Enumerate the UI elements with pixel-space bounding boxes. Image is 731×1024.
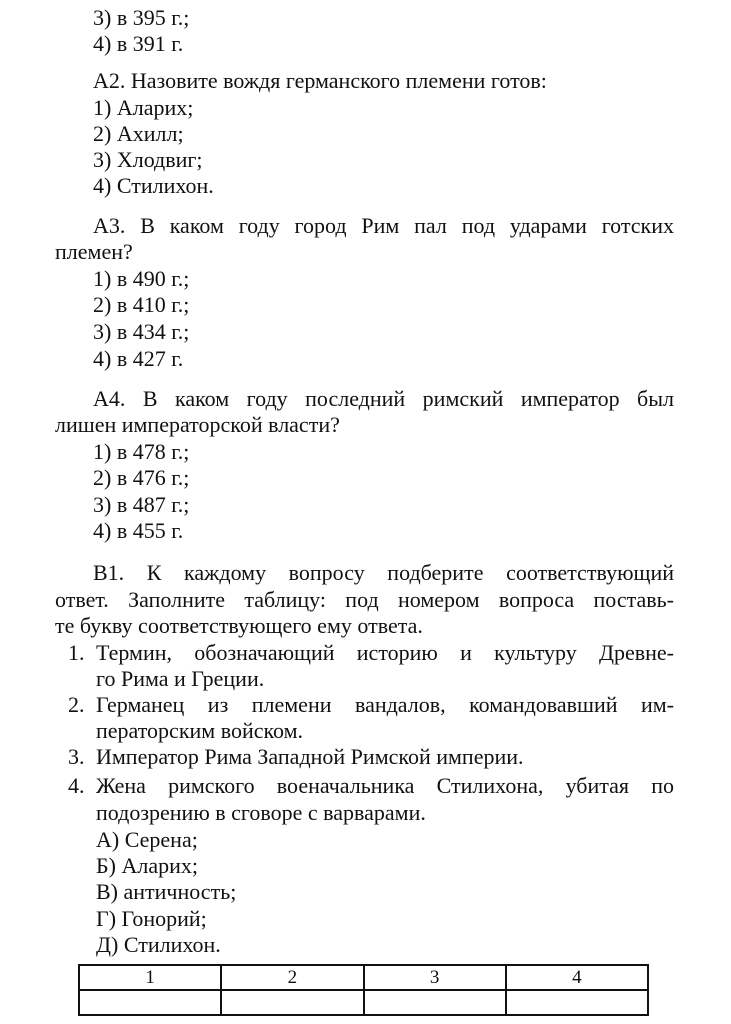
answer-table-header-row xyxy=(79,965,648,990)
answer-table-header-3: 3 xyxy=(364,965,506,990)
q3-option-2: 2) в 410 г.; xyxy=(93,292,190,317)
q4-question-line2: лишен императорской власти? xyxy=(55,412,340,437)
b1-answer-d: Д) Стилихон. xyxy=(96,932,221,957)
answer-cell-3[interactable] xyxy=(364,990,506,1015)
b1-answer-g: Г) Гонорий; xyxy=(96,906,207,931)
b1-item-2-line2: ператорским войском. xyxy=(96,718,304,743)
q3-option-1: 1) в 490 г.; xyxy=(93,266,190,291)
q4-question-line1: А4. В каком году последний римский император был xyxy=(93,386,674,411)
b1-item-1-line1: Термин, обозначающий историю и культуру Древне- xyxy=(96,640,674,665)
q1-option-3: 3) в 395 г.; xyxy=(93,5,190,30)
q2-question: А2. Назовите вождя германского племени готов: xyxy=(93,68,547,93)
q1-option-4: 4) в 391 г. xyxy=(93,31,184,56)
answer-table-header-2: 2 xyxy=(221,965,363,990)
b1-item-3-number: 3. xyxy=(68,744,85,769)
q4-option-2: 2) в 476 г.; xyxy=(93,465,190,490)
q2-option-2: 2) Ахилл; xyxy=(93,121,184,146)
q4-option-1: 1) в 478 г.; xyxy=(93,439,190,464)
q4-option-3: 3) в 487 г.; xyxy=(93,492,190,517)
q3-question-line1: А3. В каком году город Рим пал под ударами готских xyxy=(93,213,674,238)
q2-option-1: 1) Аларих; xyxy=(93,95,194,120)
answer-cell-1[interactable] xyxy=(79,990,221,1015)
b1-item-1-number: 1. xyxy=(68,640,85,665)
answer-table-header-1: 1 xyxy=(79,965,221,990)
q3-option-4: 4) в 427 г. xyxy=(93,346,184,371)
answer-cell-4[interactable] xyxy=(506,990,648,1015)
b1-item-1-line2: го Рима и Греции. xyxy=(96,666,265,691)
b1-item-3-line1: Император Рима Западной Римской империи. xyxy=(96,744,524,769)
b1-instruction-line3: те букву соответствующего ему ответа. xyxy=(55,613,423,638)
answer-table-answer-row xyxy=(79,990,648,1015)
b1-item-4-number: 4. xyxy=(68,773,85,798)
b1-item-4-line1: Жена римского военачальника Стилихона, убитая по xyxy=(96,773,674,798)
b1-item-4-line2: подозрению в сговоре с варварами. xyxy=(96,800,426,825)
b1-instruction-line2: ответ. Заполните таблицу: под номером вопроса поставь- xyxy=(55,587,674,612)
q3-option-3: 3) в 434 г.; xyxy=(93,319,190,344)
b1-item-2-line1: Германец из племени вандалов, командовавший им- xyxy=(96,692,674,717)
answer-table xyxy=(78,964,649,1016)
q2-option-3: 3) Хлодвиг; xyxy=(93,147,203,172)
q3-question-line2: племен? xyxy=(55,239,133,264)
answer-table-header-4: 4 xyxy=(506,965,648,990)
answer-cell-2[interactable] xyxy=(221,990,363,1015)
q4-option-4: 4) в 455 г. xyxy=(93,518,184,543)
b1-answer-a: А) Серена; xyxy=(96,827,198,852)
q2-option-4: 4) Стилихон. xyxy=(93,173,214,198)
b1-item-2-number: 2. xyxy=(68,692,85,717)
b1-instruction-line1: В1. К каждому вопросу подберите соответствующий xyxy=(93,560,674,585)
b1-answer-v: В) античность; xyxy=(96,879,237,904)
b1-answer-b: Б) Аларих; xyxy=(96,853,198,878)
